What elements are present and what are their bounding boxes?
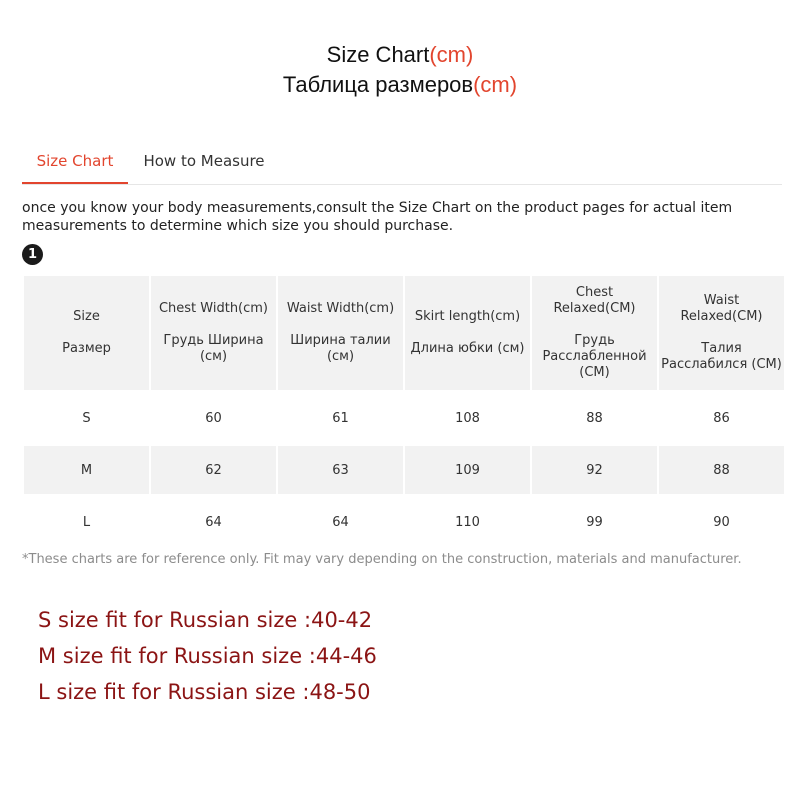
header-size (24, 276, 149, 390)
tab-size-chart[interactable]: Size Chart (22, 148, 128, 184)
table-row (24, 446, 784, 494)
header-label-ru: Грудь Расслабленной (CM) (542, 333, 647, 380)
fit-note-s: S size fit for Russian size :40-42 (38, 608, 373, 632)
header-skirt-length (405, 276, 530, 390)
fit-note-m: M size fit for Russian size :44-46 (38, 644, 377, 668)
table-cell: 110 (455, 514, 480, 530)
title-russian-text: Таблица размеров (282, 72, 474, 97)
table-cell: 64 (332, 514, 349, 530)
header-label-en: Waist Relaxed(CM) (680, 293, 763, 324)
table-cell: 108 (455, 410, 480, 426)
header-label-ru: Размер (62, 341, 111, 356)
table-cell: 90 (713, 514, 730, 530)
table-cell: 92 (532, 446, 657, 494)
title-russian (0, 70, 800, 100)
intro-text: once you know your body measurements,consult the Size Chart on the product pages for actual item measurements to determine which size you should purchase. (22, 200, 733, 234)
header-waist-width (278, 276, 403, 390)
table-cell: S (82, 410, 91, 426)
header-chest-width (151, 276, 276, 390)
table-cell: 109 (405, 446, 530, 494)
header-chest-relaxed (532, 276, 657, 390)
disclaimer-text: *These charts are for reference only. Fit may vary depending on the construction, materials and manufacturer. (22, 552, 742, 567)
table-cell: 61 (332, 410, 349, 426)
table-cell: 60 (205, 410, 222, 426)
table-cell: 86 (713, 410, 730, 426)
table-cell: 64 (205, 514, 222, 530)
table-row (24, 394, 784, 442)
title-russian-unit: (cm) (473, 72, 518, 97)
table-cell: M (24, 446, 149, 494)
header-label-en: Skirt length(cm) (414, 309, 521, 324)
table-cell: L (82, 514, 91, 530)
page-title (0, 40, 800, 100)
table-cell: 88 (659, 446, 784, 494)
step-number-badge: 1 (22, 244, 43, 265)
header-label-ru: Длина юбки (см) (410, 341, 525, 356)
header-label-ru: Талия Расслабился (CM) (661, 341, 782, 372)
table-cell: 99 (586, 514, 603, 530)
size-table (22, 276, 786, 546)
fit-notes (38, 602, 377, 710)
header-label-ru: Ширина талии (см) (290, 333, 391, 364)
table-cell: 88 (586, 410, 603, 426)
header-label-en: Chest Relaxed(CM) (553, 285, 636, 316)
header-waist-relaxed (659, 276, 784, 390)
fit-note-l: L size fit for Russian size :48-50 (38, 680, 371, 704)
table-header-row (24, 276, 784, 390)
title-english-text: Size Chart (326, 42, 430, 67)
title-english-unit: (cm) (429, 42, 474, 67)
table-row (24, 498, 784, 546)
table-cell: 62 (151, 446, 276, 494)
title-english (0, 40, 800, 70)
header-label-en: Chest Width(cm) (158, 301, 269, 316)
header-label-en: Waist Width(cm) (286, 301, 395, 316)
tab-how-to-measure[interactable]: How to Measure (143, 152, 265, 170)
tab-bar (22, 148, 782, 185)
header-label-ru: Грудь Ширина (см) (163, 333, 264, 364)
table-cell: 63 (278, 446, 403, 494)
header-label-en: Size (73, 309, 100, 324)
